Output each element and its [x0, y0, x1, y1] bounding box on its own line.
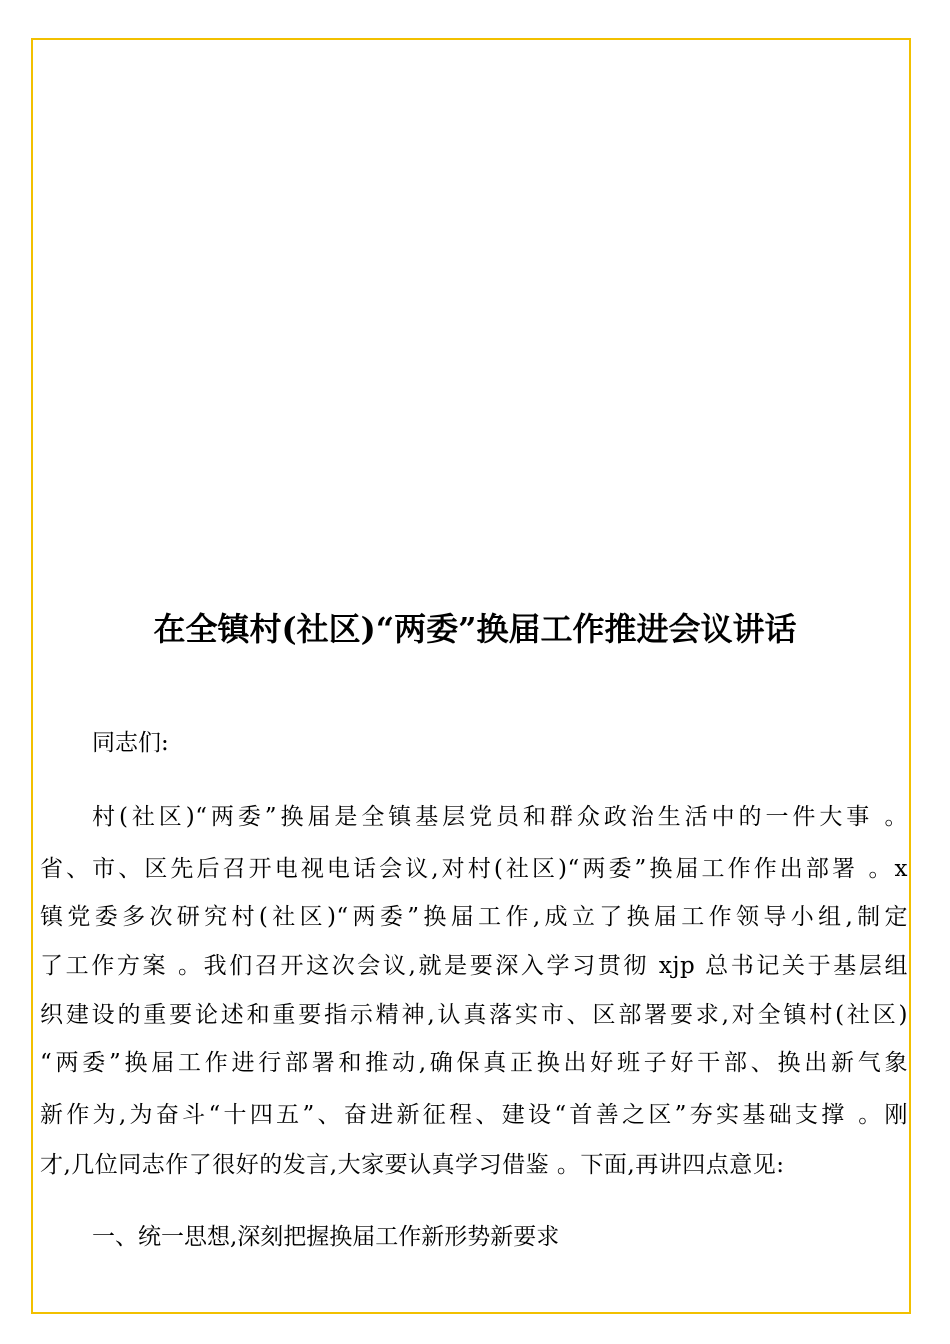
- document-title: 在全镇村(社区)“两委”换届工作推进会议讲话: [153, 610, 797, 648]
- paragraph-line: 镇党委多次研究村(社区)“两委”换届工作,成立了换届工作领导小组,制定: [40, 904, 908, 930]
- section-heading: 一、统一思想,深刻把握换届工作新形势新要求: [92, 1224, 560, 1250]
- paragraph-line: 了工作方案 。我们召开这次会议,就是要深入学习贯彻 xjp 总书记关于基层组: [40, 953, 908, 979]
- paragraph-line: 省、市、区先后召开电视电话会议,对村(社区)“两委”换届工作作出部署 。x: [40, 856, 908, 882]
- paragraph-line: 村(社区)“两委”换届是全镇基层党员和群众政治生活中的一件大事 。: [92, 804, 908, 830]
- paragraph-line: 新作为,为奋斗“十四五”、奋进新征程、建设“首善之区”夯实基础支撑 。刚: [40, 1102, 908, 1128]
- salutation: 同志们:: [92, 730, 169, 756]
- paragraph-line: 才,几位同志作了很好的发言,大家要认真学习借鉴 。下面,再讲四点意见:: [40, 1152, 785, 1178]
- paragraph-line: “两委”换届工作进行部署和推动,确保真正换出好班子好干部、换出新气象: [40, 1050, 908, 1076]
- paragraph-line: 织建设的重要论述和重要指示精神,认真落实市、区部署要求,对全镇村(社区): [40, 1002, 908, 1028]
